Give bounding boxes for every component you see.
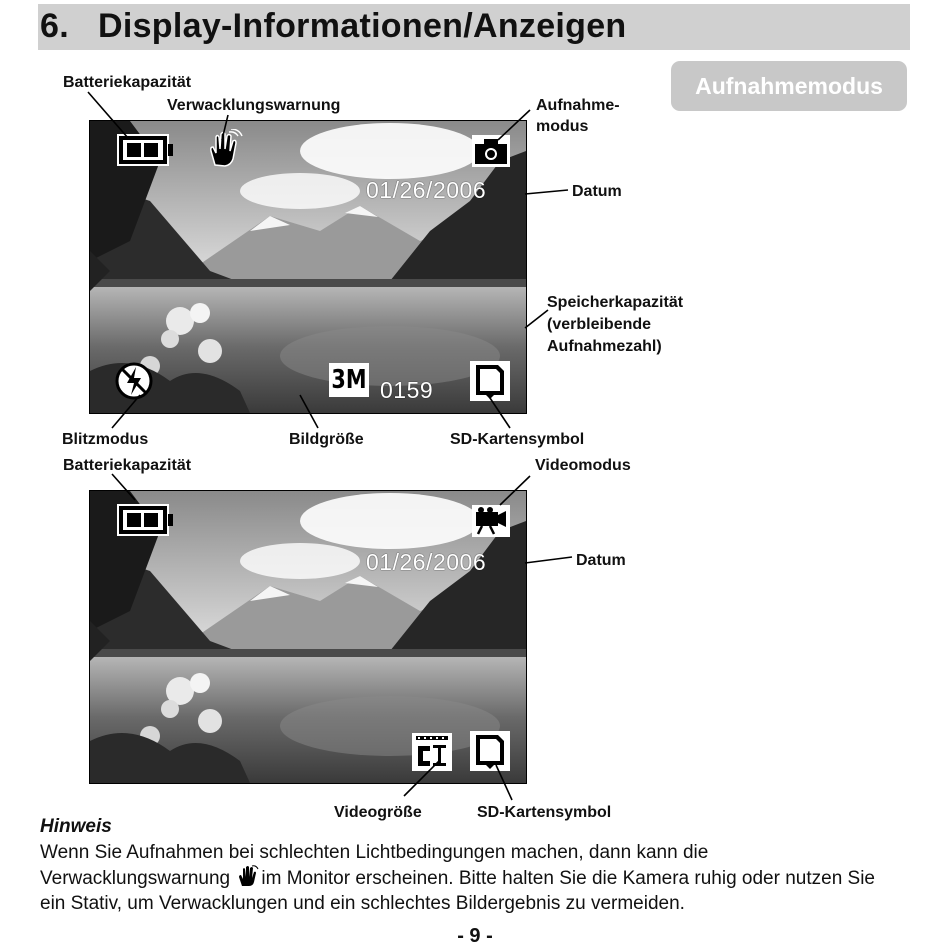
hint-text-part2: im Monitor erscheinen. Bitte halten Sie die Kamera ruhig oder nutzen Sie ein Stativ, um Verwacklungen und ein schlechtes Bildergebnis zu vermeiden. — [40, 868, 876, 914]
label-flash-mode: Blitzmodus — [62, 431, 149, 448]
image-size-icon — [329, 363, 369, 397]
video-osd-date: 01/26/2006 — [366, 549, 487, 575]
hint-text — [40, 840, 900, 916]
label-video-size: Videogröße — [334, 804, 422, 821]
video-mode-icon — [472, 505, 510, 537]
label-capture-mode-line1: Aufnahme- — [536, 97, 620, 114]
label-memory-line3: Aufnahmezahl) — [547, 338, 662, 355]
label-battery-capacity-video: Batteriekapazität — [63, 457, 192, 474]
label-image-size: Bildgröße — [289, 431, 364, 448]
hint-title: Hinweis — [40, 816, 112, 837]
section-number: 6. — [40, 7, 69, 45]
label-memory-line1: Speicherkapazität — [547, 294, 684, 311]
label-capture-mode-line2: modus — [536, 118, 589, 135]
label-sd-card: SD-Kartensymbol — [450, 431, 585, 448]
label-sd-card-video: SD-Kartensymbol — [477, 804, 612, 821]
hint-text-part1: Wenn Sie Aufnahmen bei schlechten Lichtbedingungen machen, dann kann die Verwacklungswarnung — [40, 842, 709, 889]
section-title — [40, 7, 627, 46]
photo-mode-screen — [89, 120, 527, 414]
shake-warning-inline-icon — [235, 865, 261, 887]
label-date: Datum — [572, 183, 622, 200]
sd-card-icon — [470, 731, 510, 771]
battery-icon — [117, 134, 173, 166]
video-size-icon — [412, 733, 452, 771]
image-size-value: 3M — [331, 365, 367, 395]
section-header — [38, 4, 910, 50]
label-battery-capacity: Batteriekapazität — [63, 74, 192, 91]
label-date-video: Datum — [576, 552, 626, 569]
mode-badge: Aufnahmemodus — [671, 61, 907, 111]
label-video-mode: Videomodus — [535, 457, 631, 474]
camera-mode-icon — [472, 135, 510, 167]
flash-mode-icon — [114, 361, 154, 401]
page-number: - 9 - — [457, 925, 493, 947]
section-title-text: Display-Informationen/Anzeigen — [98, 7, 627, 45]
label-memory-line2: (verbleibende — [547, 316, 652, 333]
battery-icon — [117, 504, 173, 536]
video-mode-screen — [89, 490, 527, 784]
label-shake-warning: Verwacklungswarnung — [167, 97, 341, 114]
photo-osd-date: 01/26/2006 — [366, 177, 487, 203]
sd-card-icon — [470, 361, 510, 401]
shake-warning-icon — [203, 129, 243, 169]
photo-osd-count: 0159 — [380, 377, 434, 403]
